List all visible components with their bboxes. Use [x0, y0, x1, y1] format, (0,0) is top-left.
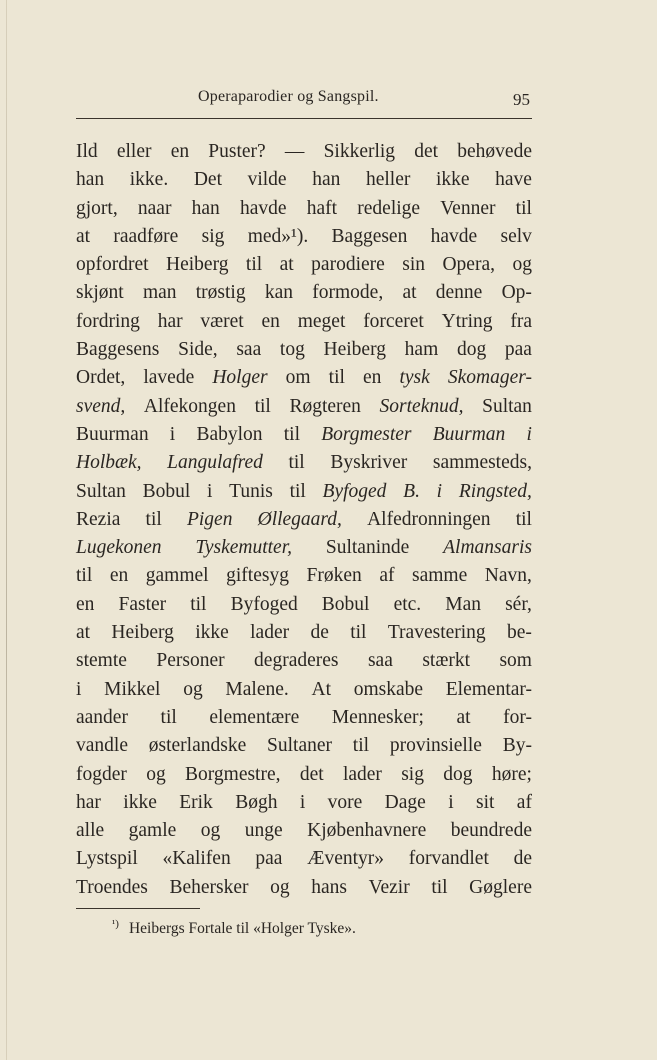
footnote-rule — [76, 908, 200, 909]
word: etc. — [393, 593, 422, 615]
word: Sultaner — [267, 735, 333, 757]
word: Bøgh — [235, 791, 278, 813]
word: vore — [327, 791, 363, 813]
word: Sikkerlig — [323, 141, 396, 162]
word: at — [279, 254, 294, 276]
word: opfordret — [76, 254, 149, 276]
word: han — [76, 169, 105, 191]
word: i — [206, 480, 213, 502]
word: ikke. — [129, 169, 169, 191]
word: han — [191, 197, 220, 219]
word: at — [456, 706, 471, 728]
word: med»¹). — [247, 225, 309, 247]
word: og — [146, 763, 166, 785]
word: alle — [76, 820, 105, 842]
word: Side, — [178, 339, 218, 361]
text-line — [76, 591, 532, 619]
page-edge-shadow — [6, 0, 7, 1060]
word: som — [499, 650, 532, 672]
word: af — [516, 791, 532, 813]
word: Vezir — [368, 876, 410, 898]
word: lavede — [143, 367, 195, 389]
word: fordring — [76, 310, 140, 332]
word: Heiberg — [323, 339, 386, 361]
word: meget — [297, 310, 346, 332]
word: Ordet, — [76, 367, 126, 389]
word: Opera, — [442, 254, 495, 276]
word: Langulafred — [167, 452, 263, 474]
text-line — [76, 647, 532, 675]
word: forvandlet — [408, 848, 489, 870]
word: selv — [500, 225, 532, 247]
word: Ringsted, — [458, 480, 532, 502]
word: Pigen — [186, 508, 233, 530]
word: sig — [401, 763, 424, 785]
word: Buurman — [76, 423, 149, 445]
word: be- — [507, 622, 532, 644]
word: Lystspil — [76, 848, 138, 870]
word: omskabe — [353, 678, 424, 700]
word: svend, — [76, 395, 126, 417]
word: Baggesen — [331, 225, 408, 247]
running-title: Operaparodier og Sangspil. — [198, 88, 379, 105]
word: Rezia — [76, 508, 121, 530]
word: Kjøbenhavnere — [307, 820, 427, 842]
word: til — [245, 254, 263, 276]
word: Sultan — [76, 480, 126, 502]
word: Baggesens — [76, 339, 160, 361]
word: været — [200, 310, 244, 332]
word: haft — [306, 197, 338, 219]
word: beundrede — [450, 820, 532, 842]
text-line — [76, 364, 532, 392]
word: til — [289, 480, 306, 502]
word: provinsielle — [389, 735, 482, 757]
word: Man — [445, 593, 481, 615]
word: naar — [137, 197, 172, 219]
word: stemte — [76, 650, 127, 672]
word: ham — [404, 339, 439, 361]
word: Ild — [76, 141, 98, 162]
word: Tunis — [229, 480, 273, 502]
word: vilde — [247, 169, 287, 191]
word: i — [448, 791, 454, 813]
text-line — [76, 845, 532, 873]
word: til — [145, 508, 162, 530]
word: det — [299, 763, 324, 785]
text-line — [76, 534, 532, 562]
word: ikke — [435, 169, 470, 191]
word: til — [350, 622, 367, 644]
word: Travestering — [387, 622, 486, 644]
word: eller — [116, 141, 152, 162]
word: elementære — [209, 706, 300, 728]
word: til — [352, 735, 370, 757]
word: og — [270, 876, 290, 898]
word: at — [76, 622, 91, 644]
text-line — [76, 619, 532, 647]
text-line — [76, 166, 532, 194]
word: hans — [311, 876, 347, 898]
word: til — [328, 367, 345, 389]
word: har — [76, 791, 101, 813]
word: parodiere — [311, 254, 385, 276]
text-line — [76, 393, 532, 421]
word: og — [512, 254, 532, 276]
word: til — [283, 423, 301, 445]
body-text — [76, 138, 532, 902]
word: Elementar- — [445, 678, 532, 700]
word: at — [76, 225, 91, 247]
word: skjønt — [76, 282, 124, 304]
word: Tyskemutter, — [195, 537, 292, 559]
word: By- — [502, 735, 532, 757]
word: Babylon — [196, 423, 263, 445]
word: Alfekongen — [143, 395, 236, 417]
word: til — [515, 508, 532, 530]
word: fogder — [76, 763, 127, 785]
word: Alfedronningen — [367, 508, 491, 530]
word: Borgmester — [321, 423, 412, 445]
word: samme — [412, 565, 468, 587]
word: Lugekonen — [76, 537, 162, 559]
word: Holbæk, — [76, 452, 142, 474]
word: og — [183, 678, 203, 700]
word: havde — [240, 197, 287, 219]
word: trøstig — [195, 282, 246, 304]
word: behøvede — [457, 141, 532, 162]
word: «Kalifen — [162, 848, 231, 870]
word: til — [288, 452, 305, 474]
word: østerlandske — [148, 735, 247, 757]
text-line — [76, 732, 532, 760]
word: ikke — [123, 791, 157, 813]
word: Mikkel — [104, 678, 161, 700]
word: høre; — [491, 763, 532, 785]
word: Buurman — [432, 423, 506, 445]
word: sér, — [505, 593, 532, 615]
word: Behersker — [169, 876, 249, 898]
word: Borgmestre, — [185, 763, 281, 785]
word: Ytring — [441, 310, 493, 332]
word: man — [142, 282, 177, 304]
text-line — [76, 562, 532, 590]
word: have — [495, 169, 532, 191]
word: en — [261, 310, 280, 332]
word: Puster? — [208, 141, 266, 162]
word: i — [526, 423, 532, 445]
page-number: 95 — [513, 90, 530, 109]
word: Mennesker; — [331, 706, 424, 728]
word: Heiberg — [166, 254, 229, 276]
word: ikke — [195, 622, 229, 644]
word: Sultan — [482, 395, 532, 417]
word: saa — [236, 339, 262, 361]
header-rule — [76, 118, 532, 119]
word: en — [109, 565, 129, 587]
word: han — [312, 169, 341, 191]
text-line — [76, 676, 532, 704]
word: Op- — [501, 282, 532, 304]
word: Gøglere — [469, 876, 532, 898]
word: Frøken — [306, 565, 362, 587]
text-line — [76, 421, 532, 449]
word: vandle — [76, 735, 128, 757]
text-line — [76, 874, 532, 902]
text-line — [76, 138, 532, 166]
word: sin — [402, 254, 426, 276]
word: det — [414, 141, 439, 162]
word: Byfoged — [230, 593, 298, 615]
word: Bobul — [142, 480, 191, 502]
word: redelige — [357, 197, 421, 219]
word: Røgteren — [289, 395, 361, 417]
word: gammel — [145, 565, 209, 587]
word: paa — [255, 848, 283, 870]
word: Malene. — [225, 678, 289, 700]
word: dog — [443, 763, 473, 785]
word: gjort, — [76, 197, 118, 219]
word: unge — [244, 820, 283, 842]
word: og — [200, 820, 221, 842]
word: Det — [193, 169, 222, 191]
footnote-marker: ¹) — [112, 918, 119, 930]
text-line — [76, 506, 532, 534]
text-line — [76, 223, 532, 251]
word: fra — [510, 310, 532, 332]
word: i — [169, 423, 176, 445]
word: Venner — [440, 197, 496, 219]
word: en — [76, 593, 95, 615]
word: sammesteds, — [432, 452, 532, 474]
text-line — [76, 789, 532, 817]
word: giftesyg — [226, 565, 289, 587]
word: gamle — [128, 820, 177, 842]
word: Troendes — [76, 876, 148, 898]
word: B. — [403, 480, 420, 502]
word: til — [190, 593, 207, 615]
text-line — [76, 308, 532, 336]
word: Æventyr» — [307, 848, 385, 870]
text-line — [76, 704, 532, 732]
word: Sultaninde — [325, 537, 410, 559]
word: formode, — [312, 282, 384, 304]
word: — — [284, 141, 305, 162]
word: heller — [365, 169, 411, 191]
word: Byskriver — [330, 452, 408, 474]
word: af — [379, 565, 395, 587]
word: til — [254, 395, 271, 417]
word: i — [436, 480, 443, 502]
word: i — [76, 678, 82, 700]
word: at — [402, 282, 417, 304]
word: til — [431, 876, 448, 898]
word: Sorteknud, — [379, 395, 464, 417]
word: til — [160, 706, 177, 728]
footnote — [112, 914, 356, 939]
word: At — [311, 678, 331, 700]
footnote-text: Heibergs Fortale til «Holger Tyske». — [128, 920, 356, 938]
word: Byfoged — [322, 480, 387, 502]
word: tog — [279, 339, 305, 361]
word: har — [157, 310, 183, 332]
word: i — [299, 791, 306, 813]
word: lader — [250, 622, 290, 644]
word: Erik — [179, 791, 213, 813]
word: degraderes — [254, 650, 339, 672]
text-line — [76, 761, 532, 789]
word: de — [310, 622, 329, 644]
word: Almansaris — [443, 537, 532, 559]
word: raadføre — [113, 225, 179, 247]
word: Skomager- — [447, 367, 532, 389]
word: havde — [430, 225, 478, 247]
text-line — [76, 279, 532, 307]
text-line — [76, 251, 532, 279]
word: Personer — [156, 650, 225, 672]
word: Bobul — [321, 593, 370, 615]
word: sit — [475, 791, 495, 813]
word: forceret — [363, 310, 424, 332]
page-header — [76, 88, 532, 112]
text-line — [76, 195, 532, 223]
word: tysk — [399, 367, 430, 389]
word: til — [515, 197, 532, 219]
word: de — [513, 848, 532, 870]
word: denne — [435, 282, 483, 304]
word: stærkt — [422, 650, 470, 672]
word: Øllegaard, — [257, 508, 342, 530]
word: om — [285, 367, 311, 389]
word: kan — [264, 282, 294, 304]
word: Navn, — [484, 565, 532, 587]
word: dog — [456, 339, 487, 361]
word: en — [170, 141, 190, 162]
word: Heiberg — [111, 622, 174, 644]
word: Holger — [212, 367, 268, 389]
word: Faster — [118, 593, 167, 615]
text-line — [76, 817, 532, 845]
word: til — [76, 565, 93, 587]
text-line — [76, 336, 532, 364]
word: Dage — [384, 791, 426, 813]
word: for- — [503, 706, 532, 728]
word: saa — [367, 650, 393, 672]
text-line — [76, 478, 532, 506]
word: sig — [201, 225, 225, 247]
text-line — [76, 449, 532, 477]
word: paa — [504, 339, 532, 361]
word: lader — [342, 763, 382, 785]
word: aander — [76, 706, 128, 728]
word: en — [363, 367, 382, 389]
